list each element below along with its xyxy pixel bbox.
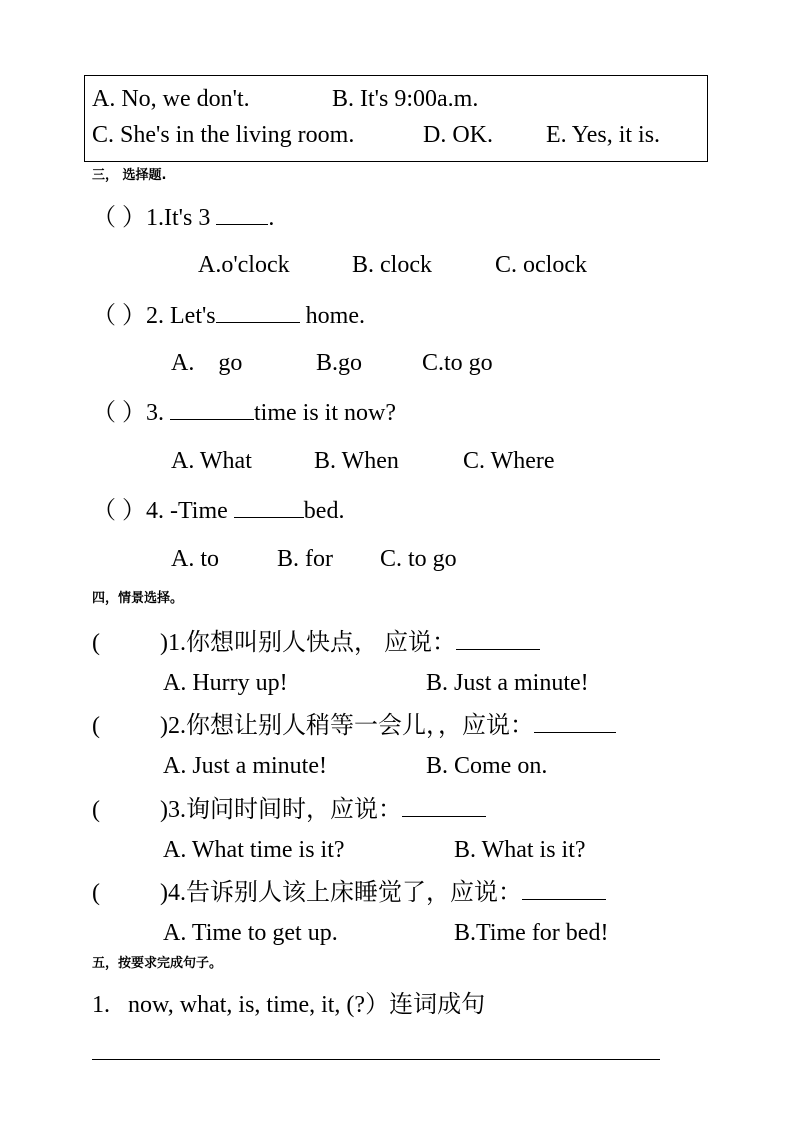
s4-q4-option-b: B.Time for bed!: [454, 920, 609, 946]
answer-blank[interactable]: [234, 495, 304, 518]
s3-q2-option-c: C.to go: [422, 350, 493, 376]
question-stem: 4. -Time: [146, 498, 234, 524]
s4-q4: [92, 877, 606, 907]
option-b: B. It's 9:00a.m.: [332, 86, 479, 112]
answer-paren[interactable]: （ ）: [92, 498, 146, 524]
s3-q3: [92, 397, 396, 427]
answer-blank[interactable]: [216, 202, 268, 225]
s4-q1-option-b: B. Just a minute!: [426, 670, 589, 696]
option-d: D. OK.: [423, 122, 493, 148]
s4-q2-option-a: A. Just a minute!: [163, 753, 327, 779]
section-3-heading: 三， 选择题.: [92, 168, 167, 183]
s3-q2-option-a: A. go: [171, 350, 243, 376]
answer-blank[interactable]: [534, 710, 616, 733]
answer-blank[interactable]: [216, 300, 300, 323]
s3-q1-option-b: B. clock: [352, 252, 432, 278]
question-stem: 1.你想叫别人快点， 应说：: [167, 630, 456, 656]
s3-q4: [92, 495, 344, 525]
answer-blank[interactable]: [402, 794, 486, 817]
s3-q1: （ ）1.It's 3 .: [92, 202, 274, 232]
s3-q3-option-b: B. When: [314, 448, 399, 474]
s4-q3-option-b: B. What is it?: [454, 837, 586, 863]
answer-paren[interactable]: （ ）: [92, 303, 146, 329]
s3-q1-option-c: C. oclock: [495, 252, 587, 278]
question-tail: bed.: [303, 498, 345, 524]
answer-blank[interactable]: [522, 877, 606, 900]
answer-blank[interactable]: [170, 397, 254, 420]
s4-q4-option-a: A. Time to get up.: [163, 920, 338, 946]
s4-q2: [92, 710, 616, 740]
answer-paren[interactable]: （ ）: [92, 205, 146, 231]
s4-q3: [92, 794, 486, 824]
answer-blank[interactable]: [456, 627, 540, 650]
s3-q2: [92, 300, 365, 330]
section-4-heading: 四，情景选择。: [92, 591, 184, 606]
s3-q1-option-a: A.o'clock: [198, 252, 290, 278]
s5-q1: 1. now, what, is, time, it, (?）连词成句: [92, 992, 486, 1018]
answer-paren[interactable]: ( ): [92, 630, 168, 656]
s4-q2-option-b: B. Come on.: [426, 753, 548, 779]
question-stem: 3.: [146, 400, 170, 426]
s3-q3-option-c: C. Where: [463, 448, 555, 474]
question-stem: 1.It's 3: [146, 205, 217, 231]
option-e: E. Yes, it is.: [546, 122, 661, 148]
option-c: C. She's in the living room.: [92, 122, 355, 148]
option-a: A. No, we don't.: [92, 86, 250, 112]
question-tail: time is it now?: [254, 400, 396, 426]
s3-q4-option-a: A. to: [171, 546, 219, 572]
answer-paren[interactable]: ( ): [92, 713, 168, 739]
answer-line[interactable]: [92, 1059, 660, 1060]
section-5-heading: 五，按要求完成句子。: [92, 956, 223, 971]
s4-q1-option-a: A. Hurry up!: [163, 670, 288, 696]
question-tail: home.: [299, 303, 365, 329]
s3-q2-option-b: B.go: [316, 350, 363, 376]
s4-q1: [92, 627, 540, 657]
question-stem: 4.告诉别人该上床睡觉了，应说：: [167, 880, 522, 906]
question-stem: 2.你想让别人稍等一会儿，，应说：: [167, 713, 534, 739]
s4-q3-option-a: A. What time is it?: [163, 837, 345, 863]
question-stem: 3.询问时间时，应说：: [167, 797, 402, 823]
answer-paren[interactable]: ( ): [92, 797, 168, 823]
s3-q4-option-b: B. for: [277, 546, 333, 572]
s3-q4-option-c: C. to go: [380, 546, 457, 572]
question-stem: 2. Let's: [146, 303, 216, 329]
s3-q3-option-a: A. What: [171, 448, 252, 474]
answer-paren[interactable]: ( ): [92, 880, 168, 906]
answer-paren[interactable]: （ ）: [92, 400, 146, 426]
